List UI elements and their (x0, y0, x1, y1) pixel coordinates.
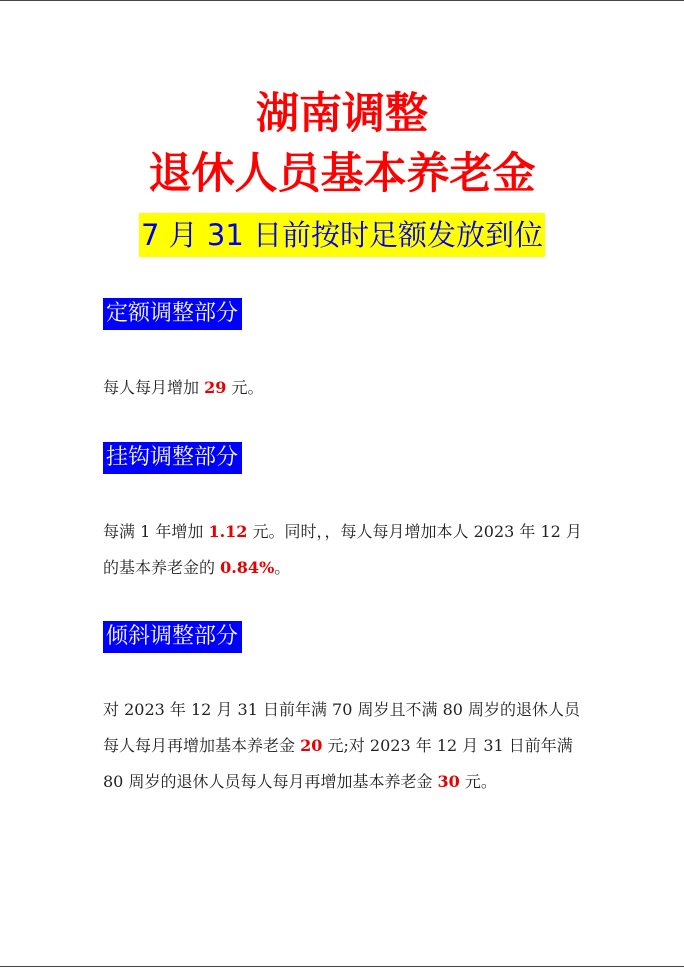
section-text-linked-adjustment (103, 514, 583, 586)
text-run: 。 (274, 558, 291, 577)
highlight-percentage: 0.84% (220, 558, 275, 577)
text-run: 元。同时，，每人每月增加本人 2023 年 12 月的基本养老金的 (103, 522, 582, 577)
page-title-line-2: 退休人员基本养老金 (148, 149, 536, 199)
text-run: 对 2023 年 12 月 31 日前年满 70 周岁且不满 80 周岁的退休人员每人每月再增加基本养老金 (103, 700, 581, 755)
text-run: 元;对 2023 年 12 月 31 日前年满 80 周岁的退休人员每人每月再增加基本养老金 (103, 736, 573, 791)
text-run: 每人每月增加 (103, 378, 205, 397)
page-title-line-1: 湖南调整 (256, 89, 428, 139)
subtitle-banner (0, 213, 684, 257)
highlight-amount: 29 (204, 378, 227, 397)
highlight-amount: 1.12 (208, 522, 248, 541)
subtitle-text: 7 月 31 日前按时足额发放到位 (139, 213, 545, 257)
section-heading-linked-adjustment: 挂钩调整部分 (103, 442, 242, 474)
bottom-border (0, 966, 684, 967)
section-heading-tilted-adjustment: 倾斜调整部分 (103, 621, 242, 653)
section-heading-fixed-adjustment: 定额调整部分 (103, 298, 242, 330)
highlight-amount: 20 (300, 736, 323, 755)
top-border (0, 0, 684, 1)
text-run: 元。 (459, 772, 497, 791)
text-run: 每满 1 年增加 (103, 522, 209, 541)
highlight-amount: 30 (437, 772, 460, 791)
section-text-fixed-adjustment (103, 370, 583, 406)
section-text-tilted-adjustment (103, 692, 583, 800)
text-run: 元。 (226, 378, 264, 397)
